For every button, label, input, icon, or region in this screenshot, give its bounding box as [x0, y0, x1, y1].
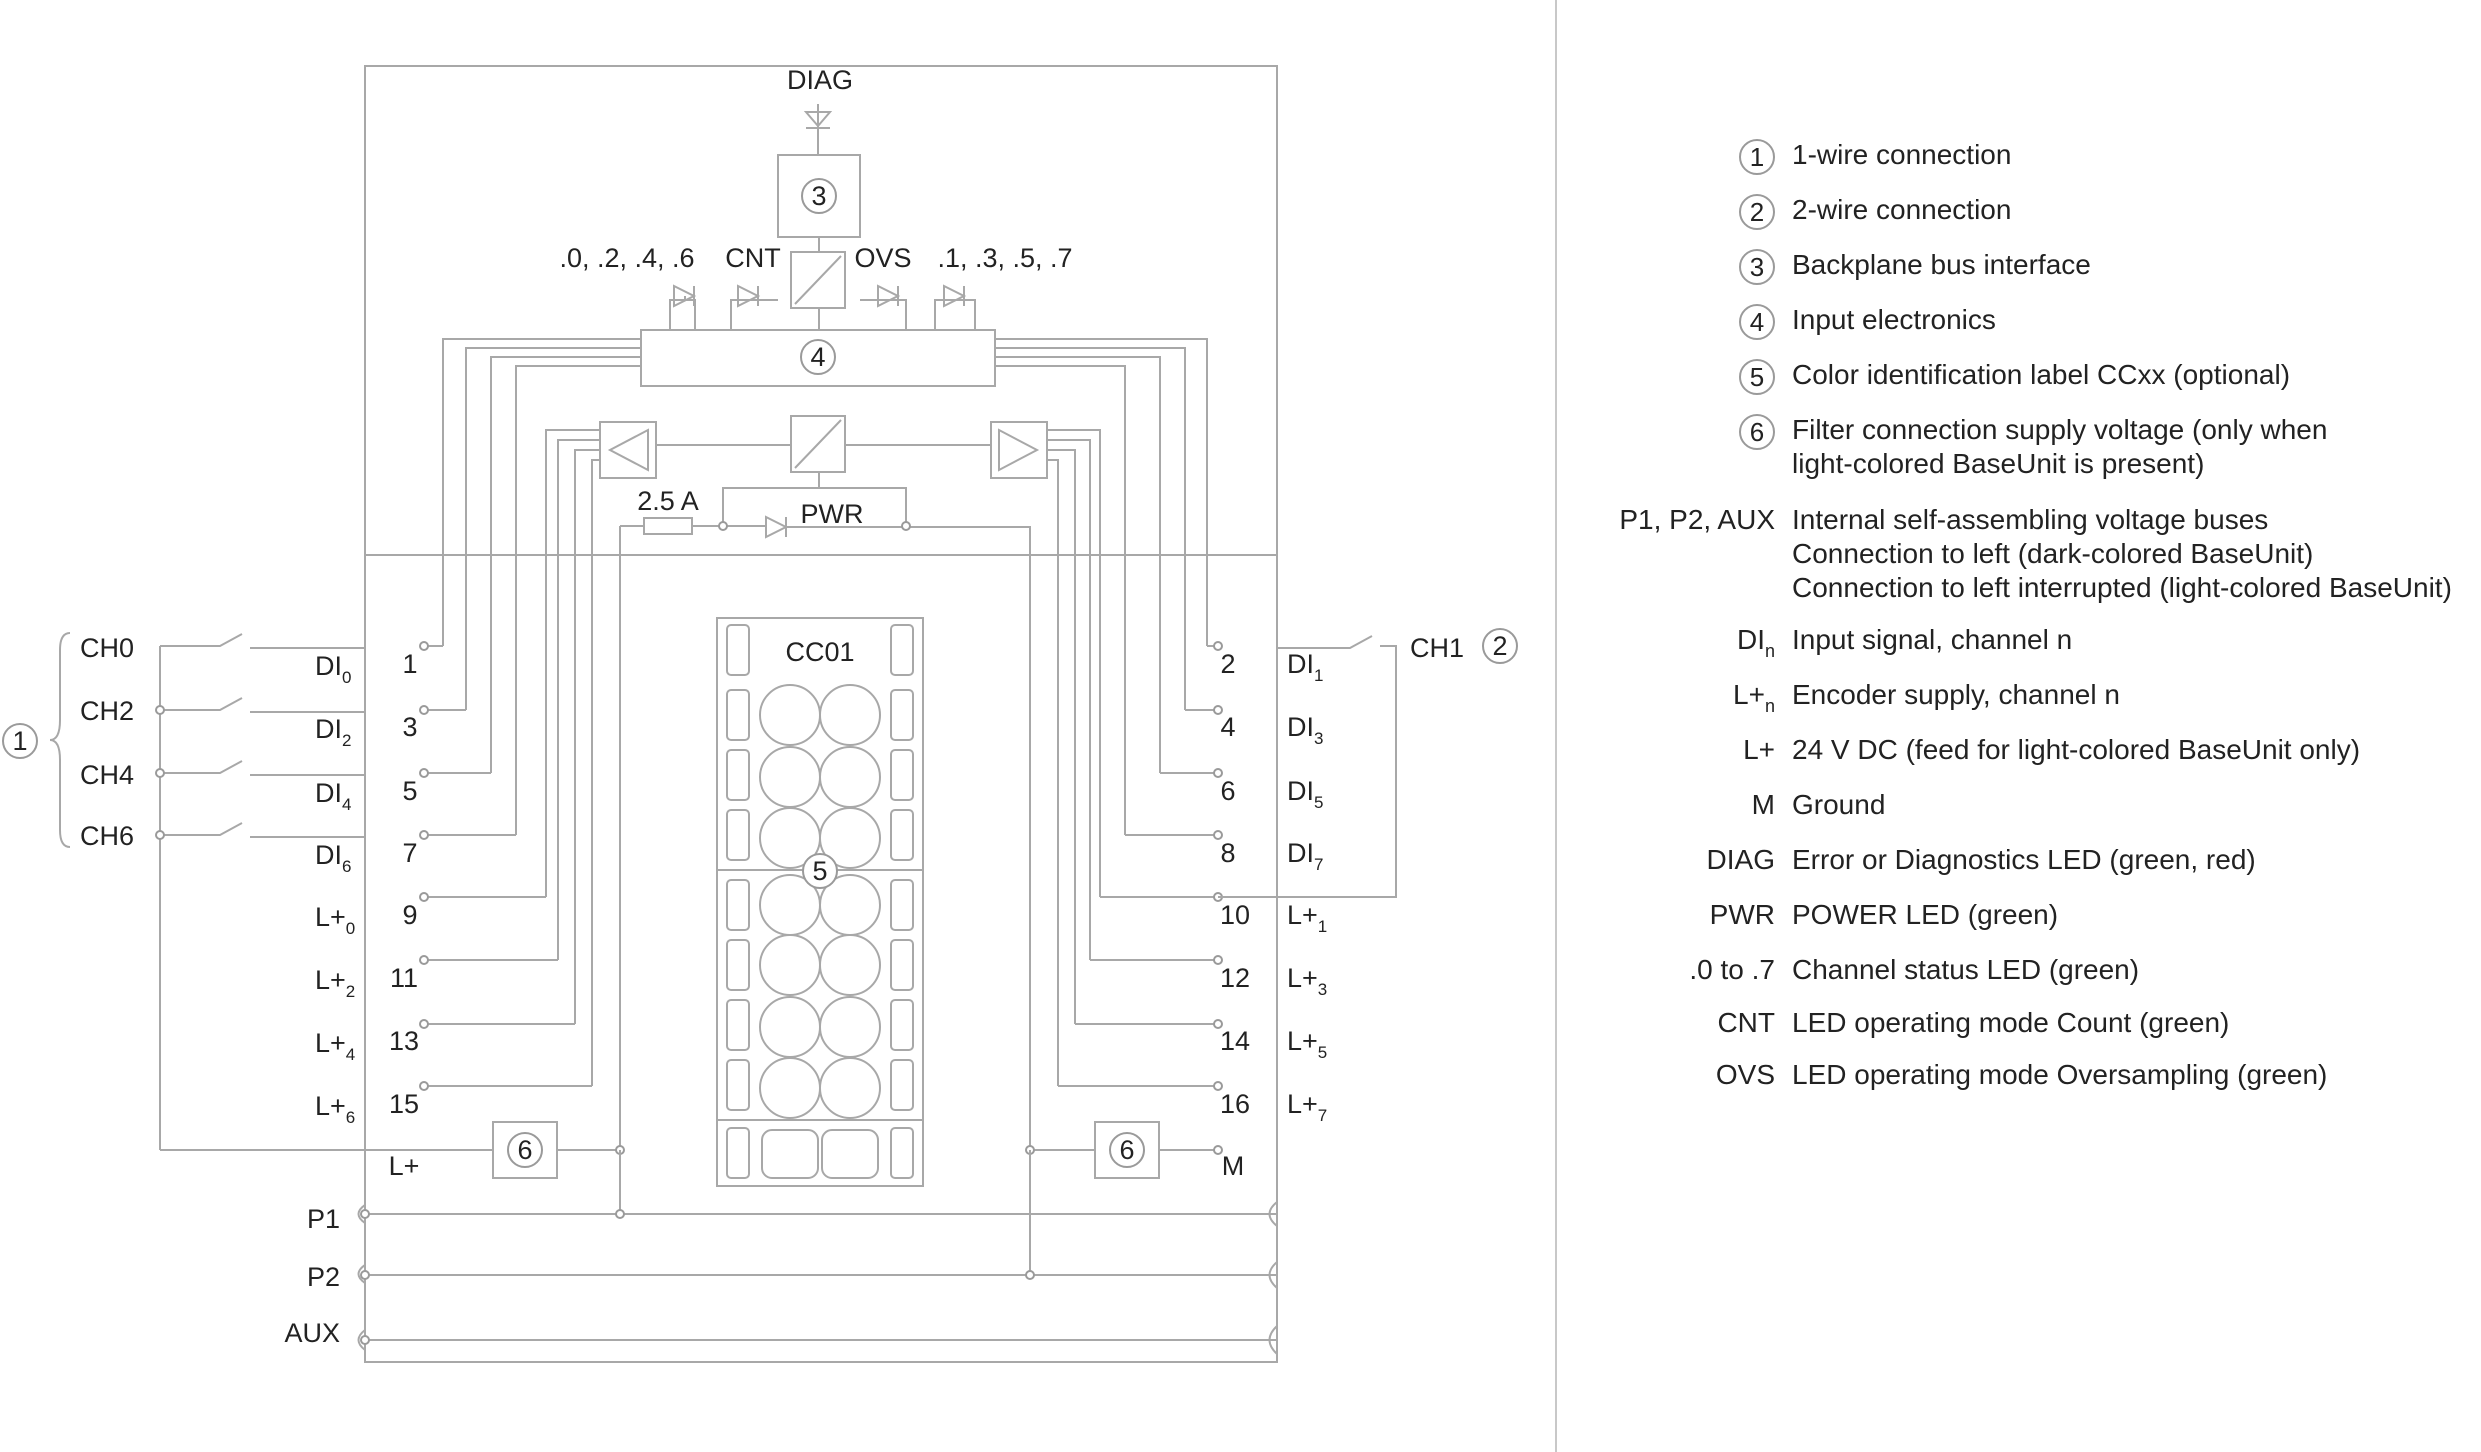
legend-badge: 3 — [1739, 249, 1775, 285]
legend-row — [1590, 953, 2139, 987]
legend-key — [1590, 843, 1792, 877]
terminal-numbers-left — [389, 649, 419, 1119]
color-identification-label — [717, 618, 923, 1186]
legend-key — [1590, 623, 1792, 660]
terminal-number: 9 — [402, 900, 418, 930]
legend-line: Ground — [1792, 789, 1886, 820]
legend-key-subscript: n — [1764, 696, 1775, 716]
legend-key-text: DI — [1736, 624, 1765, 655]
terminal-number: 16 — [1219, 1089, 1251, 1119]
legend-description — [1792, 1058, 2327, 1092]
terminal-number: 4 — [1220, 712, 1236, 742]
legend-description — [1792, 898, 2058, 932]
legend-key — [1590, 138, 1792, 175]
legend-description — [1792, 138, 2011, 172]
legend-description — [1792, 953, 2139, 987]
legend-key — [1590, 953, 1792, 987]
legend-line: Channel status LED (green) — [1792, 954, 2140, 985]
terminal-label: $DI_7$ — [1287, 838, 1324, 874]
legend-key-text: L+ — [1733, 679, 1765, 710]
legend-line: Filter connection supply voltage (only when — [1792, 414, 2328, 445]
svg-text:6: 6 — [517, 1135, 533, 1165]
svg-text:1: 1 — [12, 726, 28, 756]
terminal-label: $L+_2$ — [315, 965, 356, 1001]
legend-line: Backplane bus interface — [1792, 249, 2091, 280]
legend-key — [1590, 788, 1792, 822]
legend-line: Connection to left (dark-colored BaseUnit) — [1792, 538, 2314, 569]
supply-terminal-m: M — [1221, 1151, 1245, 1181]
channel-label-ch0: CH0 — [80, 633, 135, 663]
legend-key — [1590, 1006, 1792, 1040]
legend-row — [1590, 248, 2091, 285]
channel-led-even-icon — [670, 286, 695, 330]
legend-key-text: DIAG — [1706, 844, 1775, 875]
terminal-number: 1 — [402, 649, 418, 679]
supply-terminal-lplus: L+ — [388, 1151, 420, 1181]
legend-line: Input signal, channel n — [1792, 624, 2073, 655]
legend-row — [1590, 623, 2072, 660]
legend-description — [1792, 1006, 2229, 1040]
legend-key — [1590, 678, 1792, 715]
legend-row — [1590, 503, 2452, 605]
terminal-number: 11 — [389, 963, 419, 993]
legend-key — [1590, 303, 1792, 340]
terminal-numbers-right — [1220, 649, 1250, 1119]
terminal-label: $DI_2$ — [315, 714, 352, 750]
cnt-led-icon — [731, 286, 778, 330]
legend-badge: 5 — [1739, 359, 1775, 395]
legend-line: Error or Diagnostics LED (green, red) — [1792, 844, 2256, 875]
legend-line: Input electronics — [1792, 304, 1996, 335]
svg-text:5: 5 — [812, 856, 828, 886]
legend-key — [1590, 733, 1792, 767]
channel-label-ch1: CH1 — [1410, 633, 1465, 663]
legend-badge: 4 — [1739, 304, 1775, 340]
channel-led-odd-icon — [935, 286, 975, 330]
terminal-label: $DI_0$ — [315, 651, 352, 687]
terminal-number: 15 — [388, 1089, 420, 1119]
legend-key-text: .0 to .7 — [1689, 954, 1775, 985]
ovs-led-icon — [860, 286, 906, 330]
terminal-number: 12 — [1219, 963, 1251, 993]
terminal-number: 14 — [1219, 1026, 1251, 1056]
legend-row — [1590, 1006, 2229, 1040]
legend-key-text: PWR — [1709, 899, 1775, 930]
diag-led-label: DIAG — [786, 65, 854, 95]
terminal-number: 3 — [402, 712, 418, 742]
legend-row — [1590, 193, 2011, 230]
cnt-led-label: CNT — [725, 243, 781, 273]
svg-text:6: 6 — [1119, 1135, 1135, 1165]
legend-description — [1792, 413, 2327, 481]
channel-led-even-label: .0, .2, .4, .6 — [559, 243, 695, 273]
legend-description — [1792, 503, 2452, 605]
legend-key-text: L+ — [1743, 734, 1775, 765]
terminal-label: $DI_3$ — [1287, 712, 1324, 748]
legend-line: light-colored BaseUnit is present) — [1792, 448, 2205, 479]
legend-line: LED operating mode Count (green) — [1792, 1007, 2230, 1038]
legend-key — [1590, 358, 1792, 395]
terminal-label: $DI_6$ — [315, 840, 352, 876]
terminal-labels-right — [1287, 649, 1327, 1125]
voltage-buses — [359, 1150, 1278, 1354]
legend-description — [1792, 303, 1996, 337]
legend-badge: 6 — [1739, 414, 1775, 450]
pwr-led-label: PWR — [800, 499, 864, 529]
channel-label-ch4: CH4 — [80, 760, 135, 790]
legend-row — [1590, 1058, 2327, 1092]
legend-badge: 2 — [1739, 194, 1775, 230]
legend-key — [1590, 1058, 1792, 1092]
fuse-label: 2.5 A — [637, 486, 699, 516]
channel-switches-left — [156, 634, 365, 1150]
legend-row — [1590, 138, 2011, 175]
legend-line: Connection to left interrupted (light-colored BaseUnit) — [1792, 572, 2452, 603]
legend-key — [1590, 898, 1792, 932]
bus-label-p1: P1 — [306, 1204, 340, 1234]
terminal-label: $L+_0$ — [315, 902, 356, 938]
ovs-led-label: OVS — [854, 243, 912, 273]
terminal-label: $L+_3$ — [1287, 963, 1328, 999]
channel-label-ch2: CH2 — [80, 696, 135, 726]
legend-row — [1590, 358, 2290, 395]
channel-led-odd-label: .1, .3, .5, .7 — [937, 243, 1073, 273]
terminal-number: 8 — [1220, 838, 1236, 868]
legend-key-subscript: n — [1764, 641, 1775, 661]
terminal-label: $L+_4$ — [315, 1028, 356, 1064]
legend-row — [1590, 843, 2256, 877]
terminal-label: $L+_7$ — [1287, 1089, 1328, 1125]
legend-line: Internal self-assembling voltage buses — [1792, 504, 2269, 535]
legend-key-text: CNT — [1717, 1007, 1775, 1038]
bus-label-aux: AUX — [284, 1318, 340, 1348]
terminal-number: 13 — [388, 1026, 420, 1056]
legend-badge: 1 — [1739, 139, 1775, 175]
legend-line: POWER LED (green) — [1792, 899, 2059, 930]
color-label-code: CC01 — [785, 637, 855, 667]
legend-description — [1792, 678, 2120, 712]
legend-line: 2-wire connection — [1792, 194, 2012, 225]
one-wire-brace — [50, 633, 70, 847]
legend-row — [1590, 733, 2360, 767]
diag-led-icon — [806, 104, 830, 155]
legend-key — [1590, 248, 1792, 285]
terminal-number: 7 — [402, 838, 418, 868]
legend-row — [1590, 898, 2058, 932]
terminal-number: 10 — [1219, 900, 1251, 930]
terminal-label: $L+_6$ — [315, 1091, 356, 1127]
terminal-label: $DI_1$ — [1287, 649, 1324, 685]
terminal-labels-left — [315, 651, 355, 1127]
terminal-label: $L+_5$ — [1287, 1026, 1328, 1062]
legend-key — [1590, 193, 1792, 230]
legend-line: 1-wire connection — [1792, 139, 2012, 170]
pwr-led-icon — [766, 517, 786, 537]
terminal-label: $DI_5$ — [1287, 776, 1324, 812]
fuse — [644, 518, 692, 534]
legend-description — [1792, 248, 2091, 282]
legend-description — [1792, 733, 2360, 767]
svg-text:4: 4 — [810, 342, 826, 372]
terminal-number: 5 — [402, 776, 418, 806]
legend-description — [1792, 623, 2072, 657]
legend-description — [1792, 358, 2290, 392]
legend-description — [1792, 193, 2011, 227]
legend-key-text: P1, P2, AUX — [1619, 504, 1775, 535]
legend-key-text: M — [1751, 789, 1775, 820]
legend-row — [1590, 303, 1996, 340]
legend-row — [1590, 413, 2327, 481]
legend-line: Encoder supply, channel n — [1792, 679, 2120, 710]
svg-text:2: 2 — [1492, 631, 1508, 661]
legend-row — [1590, 678, 2120, 715]
legend-description — [1792, 788, 1885, 822]
terminal-number: 2 — [1220, 649, 1236, 679]
legend-line: LED operating mode Oversampling (green) — [1792, 1059, 2328, 1090]
svg-text:3: 3 — [811, 181, 827, 211]
legend-key — [1590, 503, 1792, 537]
legend-key-text: OVS — [1715, 1059, 1775, 1090]
legend-description — [1792, 843, 2256, 877]
legend-line: Color identification label CCxx (optional) — [1792, 359, 2291, 390]
bus-label-p2: P2 — [306, 1262, 340, 1292]
terminal-number: 6 — [1220, 776, 1236, 806]
legend-row — [1590, 788, 1885, 822]
legend-key — [1590, 413, 1792, 450]
legend-line: 24 V DC (feed for light-colored BaseUnit only) — [1792, 734, 2361, 765]
terminal-label: $L+_1$ — [1287, 900, 1328, 936]
channel-label-ch6: CH6 — [80, 821, 135, 851]
terminal-label: $DI_4$ — [315, 778, 352, 814]
